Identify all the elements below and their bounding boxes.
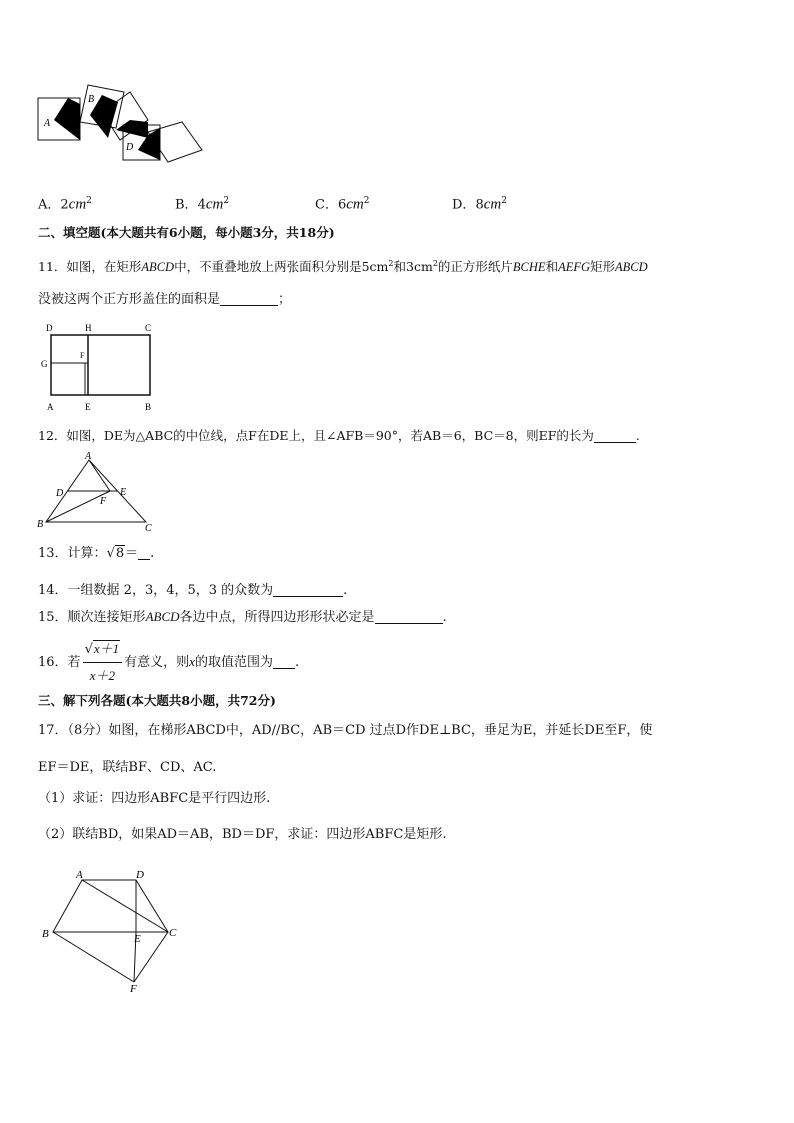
- q15-text: 顺次连接矩形: [67, 610, 146, 625]
- option-exp: 2: [363, 196, 370, 206]
- option-unit: cm: [68, 196, 87, 213]
- q16-denominator: x＋2: [89, 668, 115, 683]
- q17-line1: 17．（8分）如图，在梯形ABCD中，AD//BC，AB＝CD 过点D作DE⊥BC，垂足为E，并延长DE至F，使: [38, 723, 653, 738]
- q15-number: 15．: [38, 610, 68, 625]
- q11-sup: 2: [388, 259, 394, 268]
- q11-text: 的正方形纸片: [437, 259, 513, 275]
- q16-var: x: [189, 654, 195, 669]
- option-unit: cm: [346, 196, 364, 213]
- q11-text: 矩形: [590, 259, 616, 275]
- q14-line: [38, 582, 347, 600]
- q16-end: .: [294, 655, 300, 670]
- q11-number: 11．: [38, 259, 67, 275]
- q12-number: 12．: [38, 428, 67, 443]
- option-unit: cm: [483, 196, 502, 213]
- q13-number: 13．: [38, 546, 68, 561]
- q13-radicand: 8: [115, 546, 125, 561]
- q13-text: ＝: [125, 546, 139, 561]
- option-exp: 2: [501, 196, 507, 206]
- q11-var: AEFG: [558, 260, 591, 275]
- fig17-c: C: [169, 927, 177, 939]
- fig17-d: D: [136, 869, 144, 881]
- section2-heading: 二、填空题(本大题共有6小题，每小题3分，共18分): [38, 225, 335, 240]
- q16-text: 有意义，则: [124, 655, 190, 670]
- q11-area1: 5cm: [361, 259, 389, 275]
- option-value: 2: [60, 197, 69, 213]
- q12-line: [38, 427, 640, 445]
- q12-answer-blank[interactable]: [594, 428, 636, 443]
- q12-end: .: [635, 428, 640, 443]
- fig12-e: E: [120, 487, 127, 498]
- q15-var: ABCD: [145, 609, 180, 624]
- q17-part1: （1）求证：四边形ABFC是平行四边形.: [38, 791, 271, 806]
- q11-end: ；: [278, 292, 292, 307]
- q17-part2: （2）联结BD，如果AD＝AB，BD＝DF，求证：四边形ABFC是矩形.: [38, 827, 447, 842]
- option-value: 4: [197, 197, 206, 213]
- fig17-e: E: [134, 933, 141, 945]
- q11-text: 没被这两个正方形盖住的面积是: [38, 292, 221, 307]
- q11-text: 和: [545, 259, 559, 275]
- q16-text: 若: [67, 655, 81, 670]
- fig11-f: F: [80, 351, 85, 360]
- option-unit: cm: [205, 196, 224, 213]
- fig11-g: G: [41, 359, 48, 369]
- q16-number: 16．: [38, 655, 68, 670]
- fig11-b: B: [145, 402, 152, 412]
- fig17-f: F: [130, 983, 137, 995]
- q14-number: 14．: [38, 583, 68, 598]
- option-letter: C．: [315, 197, 338, 213]
- q11-var: ABCD: [615, 260, 648, 275]
- q12-text: 如图，DE为△ABC的中位线，点F在DE上，且∠AFB＝90°，若AB＝6，BC＝8，则EF的长为: [66, 428, 594, 443]
- q10-option-a[interactable]: [38, 192, 92, 214]
- option-exp: 2: [86, 196, 92, 206]
- q16-text: 的取值范围为: [194, 655, 273, 670]
- q16-fraction: [83, 638, 123, 687]
- q11-var: BCHE: [512, 260, 546, 275]
- q16-radicand: x＋1: [93, 641, 120, 656]
- fig11-e: E: [85, 402, 91, 412]
- q13-text: 计算：: [67, 546, 107, 561]
- fig12-c: C: [145, 523, 152, 534]
- q14-text: 一组数据 2，3，4，5，3 的众数为: [67, 583, 274, 598]
- option-value: 8: [475, 197, 484, 213]
- option-exp: 2: [223, 196, 230, 206]
- fig11-a: A: [47, 402, 54, 412]
- squares-figure: [30, 80, 210, 165]
- fig12-b: B: [37, 519, 44, 530]
- fig11-d: D: [46, 323, 53, 333]
- q13-line: [38, 545, 154, 563]
- q13-end: .: [150, 546, 155, 561]
- q15-line: [38, 608, 447, 627]
- fig12-f: F: [100, 496, 107, 507]
- fig12-a: A: [85, 451, 92, 462]
- option-value: 6: [337, 197, 347, 213]
- fig12-d: D: [56, 488, 64, 499]
- fig17-b: B: [42, 928, 49, 940]
- option-letter: B．: [175, 197, 198, 213]
- sqrt-sign-icon: √: [106, 546, 115, 561]
- fig17-a: A: [76, 869, 83, 881]
- q15-text: 各边中点，所得四边形形状必定是: [179, 610, 375, 625]
- q11-sup: 2: [432, 259, 438, 268]
- q11-text: 和: [393, 259, 406, 275]
- q16-line: [38, 638, 299, 687]
- q11-line1: [38, 255, 648, 276]
- q15-end: .: [442, 610, 447, 625]
- sqrt-sign-icon: √: [84, 642, 93, 657]
- q17-line2: EF＝DE，联结BF、CD、AC.: [38, 760, 217, 775]
- option-letter: D．: [452, 197, 476, 213]
- q14-end: .: [343, 583, 348, 598]
- q11-text: 如图，在矩形: [66, 259, 142, 275]
- q10-option-b[interactable]: [175, 192, 229, 214]
- section3-heading: 三、解下列各题(本大题共8小题，共72分): [38, 693, 276, 708]
- q14-answer-blank[interactable]: [273, 582, 343, 597]
- q16-numerator: [83, 638, 123, 663]
- q11-line2: [38, 291, 291, 309]
- q13-answer-blank[interactable]: [138, 545, 150, 560]
- q15-answer-blank[interactable]: [375, 609, 443, 624]
- q10-option-d[interactable]: [452, 192, 507, 214]
- q16-answer-blank[interactable]: [273, 654, 295, 669]
- q11-text: 中，不重叠地放上两张面积分别是: [174, 259, 362, 275]
- option-letter: A．: [38, 197, 61, 213]
- label-a: A: [44, 118, 51, 129]
- q11-area2: 3cm: [406, 259, 433, 275]
- label-c: C: [102, 124, 109, 135]
- label-d: D: [126, 142, 134, 153]
- trapezoid-figure: [36, 862, 186, 997]
- q11-answer-blank[interactable]: [220, 291, 278, 306]
- q11-var: ABCD: [141, 260, 175, 275]
- fig11-c: C: [145, 323, 152, 333]
- fig11-h: H: [85, 323, 92, 333]
- q10-option-c[interactable]: [315, 192, 369, 214]
- triangle-figure: [34, 450, 159, 535]
- rectangle-figure: [36, 320, 161, 415]
- label-b: B: [88, 94, 95, 105]
